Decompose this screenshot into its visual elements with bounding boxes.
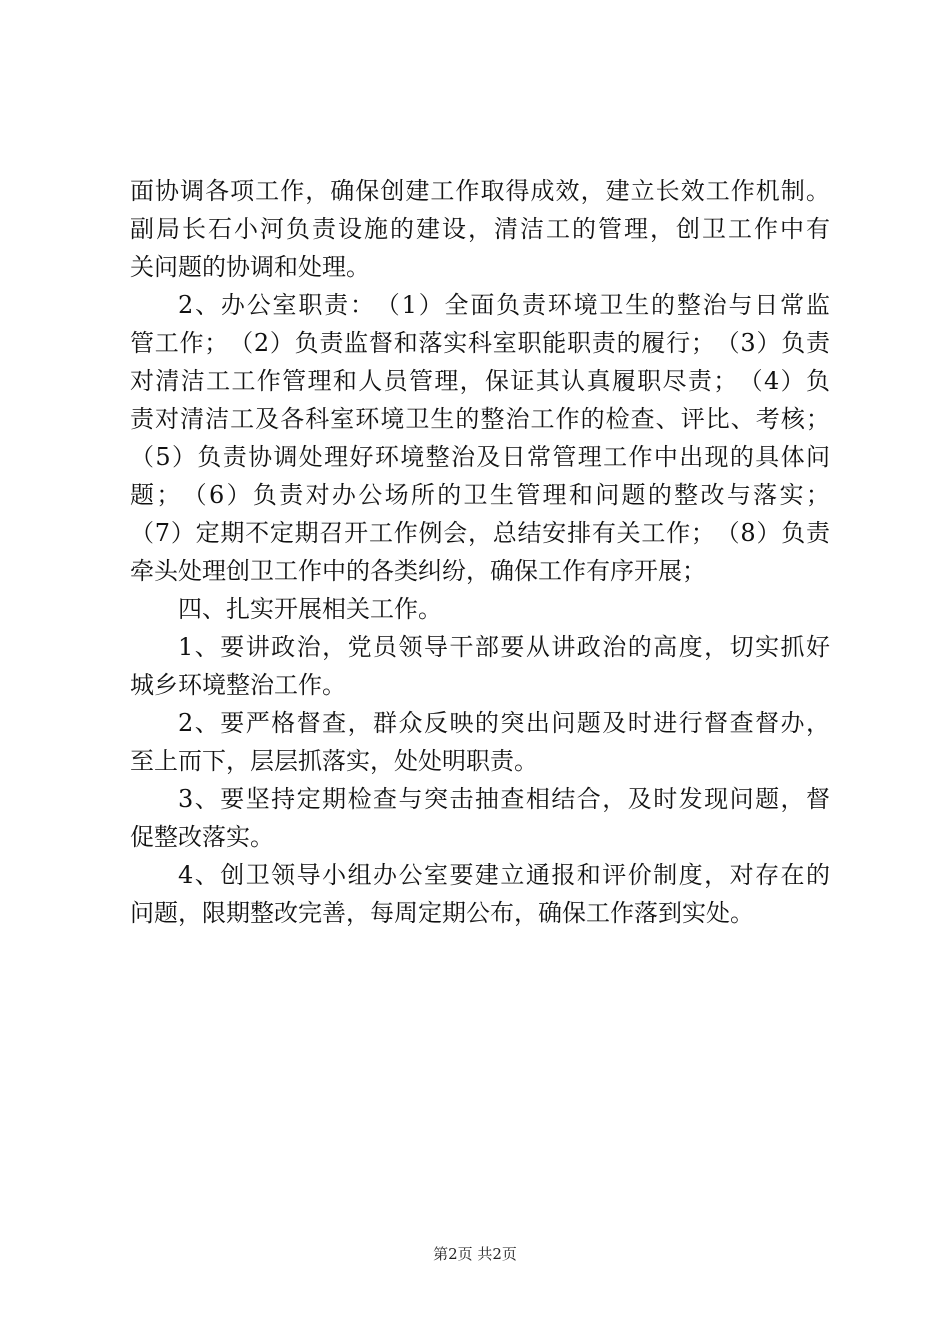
text-line: 2 、 办 公 室 职 责 ： （ 1 ） 全 面 负 责 环 境 卫 生 的 整 治 与 日 常 监 — [178, 291, 830, 319]
text-line: 对 清 洁 工 工 作 管 理 和 人 员 管 理 ， 保 证 其 认 真 履 职 尽 责 ； （ 4 ） 负 — [130, 367, 830, 395]
text-line: 关问题的协调和处理。 — [130, 253, 370, 281]
text-line: 四、扎实开展相关工作。 — [178, 595, 442, 623]
text-line: 管 工 作 ； （ 2 ） 负 责 监 督 和 落 实 科 室 职 能 职 责 的 履 行 ； （ 3 ） 负 责 — [130, 329, 830, 357]
text-line: 2 、 要 严 格 督 查 ， 群 众 反 映 的 突 出 问 题 及 时 进 行 督 查 督 办 ， — [178, 709, 830, 737]
text-line: （ 5 ） 负 责 协 调 处 理 好 环 境 整 治 及 日 常 管 理 工 作 中 出 现 的 具 体 问 — [130, 443, 830, 471]
text-line: （ 7 ） 定 期 不 定 期 召 开 工 作 例 会 ， 总 结 安 排 有 关 工 作 ； （ 8 ） 负 责 — [130, 519, 830, 547]
document-body — [130, 172, 830, 932]
text-line: 至上而下，层层抓落实，处处明职责。 — [130, 747, 538, 775]
text-line: 责 对 清 洁 工 及 各 科 室 环 境 卫 生 的 整 治 工 作 的 检 查 、 评 比 、 考 核 ； — [130, 405, 830, 433]
text-line: 3 、 要 坚 持 定 期 检 查 与 突 击 抽 查 相 结 合 ， 及 时 发 现 问 题 ， 督 — [178, 785, 830, 813]
text-line: 4 、 创 卫 领 导 小 组 办 公 室 要 建 立 通 报 和 评 价 制 度 ， 对 存 在 的 — [178, 861, 830, 889]
text-line: 问题，限期整改完善，每周定期公布，确保工作落到实处。 — [130, 899, 754, 927]
page-footer: 第2页 共2页 — [433, 1245, 517, 1263]
text-line: 1 、 要 讲 政 治 ， 党 员 领 导 干 部 要 从 讲 政 治 的 高 度 ， 切 实 抓 好 — [178, 633, 830, 661]
text-line: 牵头处理创卫工作中的各类纠纷，确保工作有序开展； — [130, 557, 706, 585]
text-line: 城乡环境整治工作。 — [130, 671, 346, 699]
text-line: 副 局 长 石 小 河 负 责 设 施 的 建 设 ， 清 洁 工 的 管 理 ， 创 卫 工 作 中 有 — [130, 215, 830, 243]
text-line: 题 ； （ 6 ） 负 责 对 办 公 场 所 的 卫 生 管 理 和 问 题 的 整 改 与 落 实 ； — [130, 481, 830, 509]
text-line: 面 协 调 各 项 工 作 ， 确 保 创 建 工 作 取 得 成 效 ， 建 立 长 效 工 作 机 制 。 — [130, 177, 830, 205]
text-line: 促整改落实。 — [130, 823, 274, 851]
